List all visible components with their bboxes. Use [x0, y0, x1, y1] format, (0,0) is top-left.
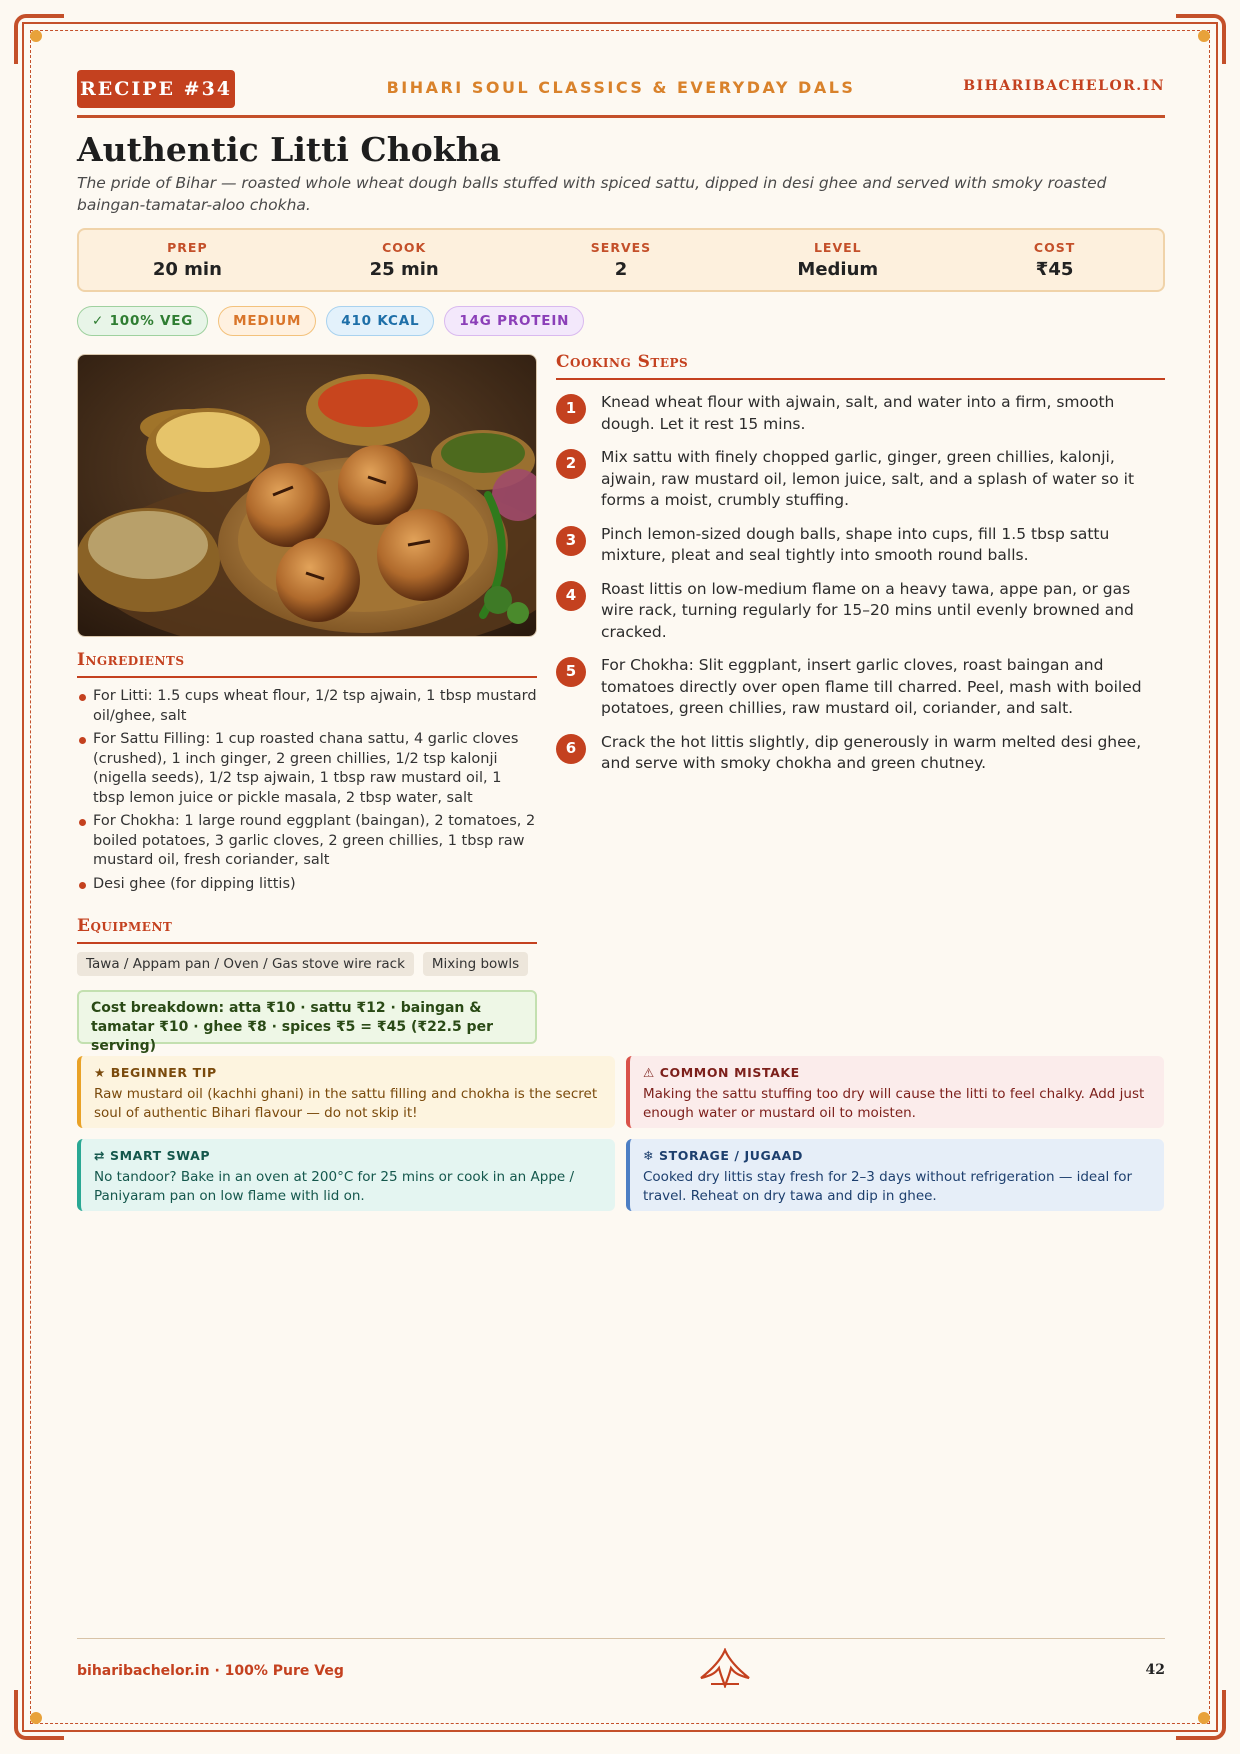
stat-level: [729, 230, 946, 290]
list-item: For Litti: 1.5 cups wheat flour, 1/2 tsp ajwain, 1 tbsp mustard oil/ghee, salt: [77, 687, 537, 726]
step-number: 3: [556, 526, 586, 556]
tip-body: No tandoor? Bake in an oven at 200°C for 25 mins or cook in an Appe / Paniyaram pan on low flame with lid on.: [94, 1169, 575, 1204]
storage-jugaad-box: [626, 1139, 1164, 1211]
corner-dot: [30, 1712, 42, 1724]
equipment-heading: Equipment: [77, 916, 537, 944]
step-number: 1: [556, 394, 586, 424]
step-text: Knead wheat flour with ajwain, salt, and water into a firm, smooth dough. Let it rest 15 mins.: [601, 393, 1115, 433]
tip-title: ⇄ SMART SWAP: [94, 1148, 211, 1163]
stat-value: 20 min: [152, 259, 222, 280]
beginner-tip-box: [77, 1056, 615, 1128]
step-text: Pinch lemon-sized dough balls, shape into cups, fill 1.5 tbsp sattu mixture, pleat and seal tightly into smooth round balls.: [601, 524, 1110, 564]
list-item: For Sattu Filling: 1 cup roasted chana sattu, 4 garlic cloves (crushed), 1 inch ginger, 2 green chillies, 1/2 tsp kalonji (nigella seeds), 1/2 tsp ajwain, 1 tbsp raw mustard oil, 1 tbsp lemon juice or pickle masala, 2 tbsp water, salt: [77, 730, 537, 808]
recipe-subtitle: The pride of Bihar — roasted whole wheat dough balls stuffed with spiced sattu, dipped in desi ghee and served with smoky roasted baingan-tamatar-aloo chokha.: [77, 174, 1107, 214]
tip-title: ❄ STORAGE / JUGAAD: [643, 1148, 803, 1163]
list-item: Desi ghee (for dipping littis): [77, 875, 537, 895]
stat-value: ₹45: [1035, 259, 1074, 280]
equipment-chip: Mixing bowls: [423, 952, 528, 976]
step-item: [556, 447, 1166, 512]
stat-label: PREP: [167, 240, 208, 255]
tip-body: Cooked dry littis stay fresh for 2–3 days without refrigeration — ideal for travel. Reheat on dry tawa and dip in ghee.: [643, 1169, 1133, 1204]
ingredients-heading: Ingredients: [77, 650, 537, 678]
common-mistake-box: [626, 1056, 1164, 1128]
recipe-photo: [77, 354, 537, 637]
step-text: Crack the hot littis slightly, dip generously in warm melted desi ghee, and serve with smoky chokha and green chutney.: [601, 732, 1142, 772]
equipment-chip: Tawa / Appam pan / Oven / Gas stove wire rack: [77, 952, 414, 976]
step-item: [556, 732, 1166, 775]
corner-dot: [1198, 1712, 1210, 1724]
footer-site-text[interactable]: biharibachelor.in · 100% Pure Veg: [77, 1663, 344, 1679]
recipe-title: Authentic Litti Chokha: [77, 130, 501, 169]
cost-breakdown: Cost breakdown: atta ₹10 · sattu ₹12 · baingan & tamatar ₹10 · ghee ₹8 · spices ₹5 = ₹45 (₹22.5 per serving): [77, 990, 537, 1044]
stat-value: Medium: [797, 259, 879, 280]
tip-title: ⚠ COMMON MISTAKE: [643, 1065, 800, 1080]
tag-calories: 410 KCAL: [326, 306, 434, 336]
stat-label: COOK: [382, 240, 427, 255]
series-title: BIHARI SOUL CLASSICS & EVERYDAY DALS: [386, 78, 856, 97]
stat-cost: [946, 230, 1163, 290]
step-number: 4: [556, 581, 586, 611]
tag-veg: ✓ 100% VEG: [77, 306, 208, 336]
step-number: 5: [556, 657, 586, 687]
site-link[interactable]: BIHARIBACHELOR.IN: [963, 78, 1165, 94]
stat-label: LEVEL: [813, 240, 862, 255]
step-text: Roast littis on low-medium flame on a heavy tawa, appe pan, or gas wire rack, turning regularly for 15–20 mins until evenly browned and cracked.: [601, 579, 1134, 641]
step-number: 6: [556, 734, 586, 764]
step-item: [556, 392, 1166, 435]
stat-prep: [79, 230, 296, 290]
tip-body: Making the sattu stuffing too dry will cause the litti to feel chalky. Add just enough water or mustard oil to moisten.: [643, 1086, 1145, 1121]
step-item: [556, 524, 1166, 567]
recipe-stats-bar: [77, 228, 1165, 292]
page-number: 42: [1145, 1662, 1165, 1678]
stat-label: COST: [1033, 240, 1076, 255]
equipment-list: [77, 952, 528, 976]
stat-value: 25 min: [369, 259, 439, 280]
step-item: [556, 579, 1166, 644]
step-text: Mix sattu with finely chopped garlic, ginger, green chillies, kalonji, ajwain, raw mustard oil, lemon juice, salt, and a splash of water so it forms a moist, crumbly stuffing.: [601, 448, 1135, 509]
smart-swap-box: [77, 1139, 615, 1211]
tip-title: ★ BEGINNER TIP: [94, 1065, 217, 1080]
footer-divider: [77, 1638, 1165, 1639]
step-number: 2: [556, 449, 586, 479]
steps-heading: Cooking Steps: [556, 352, 1165, 380]
stat-cook: [296, 230, 513, 290]
list-item: For Chokha: 1 large round eggplant (baingan), 2 tomatoes, 2 boiled potatoes, 3 garlic cloves, 2 green chillies, 1 tbsp raw mustard oil, fresh coriander, salt: [77, 812, 537, 871]
diet-tags: [77, 306, 584, 336]
stat-label: SERVES: [590, 240, 652, 255]
corner-dot: [30, 30, 42, 42]
ingredients-list: [77, 687, 537, 898]
page-header: [77, 70, 1165, 118]
corner-dot: [1198, 30, 1210, 42]
cooking-steps: [556, 392, 1166, 787]
step-text: For Chokha: Slit eggplant, insert garlic cloves, roast baingan and tomatoes directly over open flame till charred. Peel, mash with boiled potatoes, green chillies, raw mustard oil, coriander, and salt.: [601, 656, 1142, 717]
tip-body: Raw mustard oil (kachhi ghani) in the sattu filling and chokha is the secret soul of authentic Bihari flavour — do not skip it!: [94, 1086, 598, 1121]
temple-arch-icon: [697, 1648, 753, 1688]
step-item: [556, 655, 1166, 720]
tag-difficulty: MEDIUM: [218, 306, 316, 336]
recipe-number-badge: RECIPE #34: [77, 70, 235, 108]
stat-serves: [513, 230, 730, 290]
tag-protein: 14G PROTEIN: [444, 306, 584, 336]
stat-value: 2: [614, 259, 628, 280]
